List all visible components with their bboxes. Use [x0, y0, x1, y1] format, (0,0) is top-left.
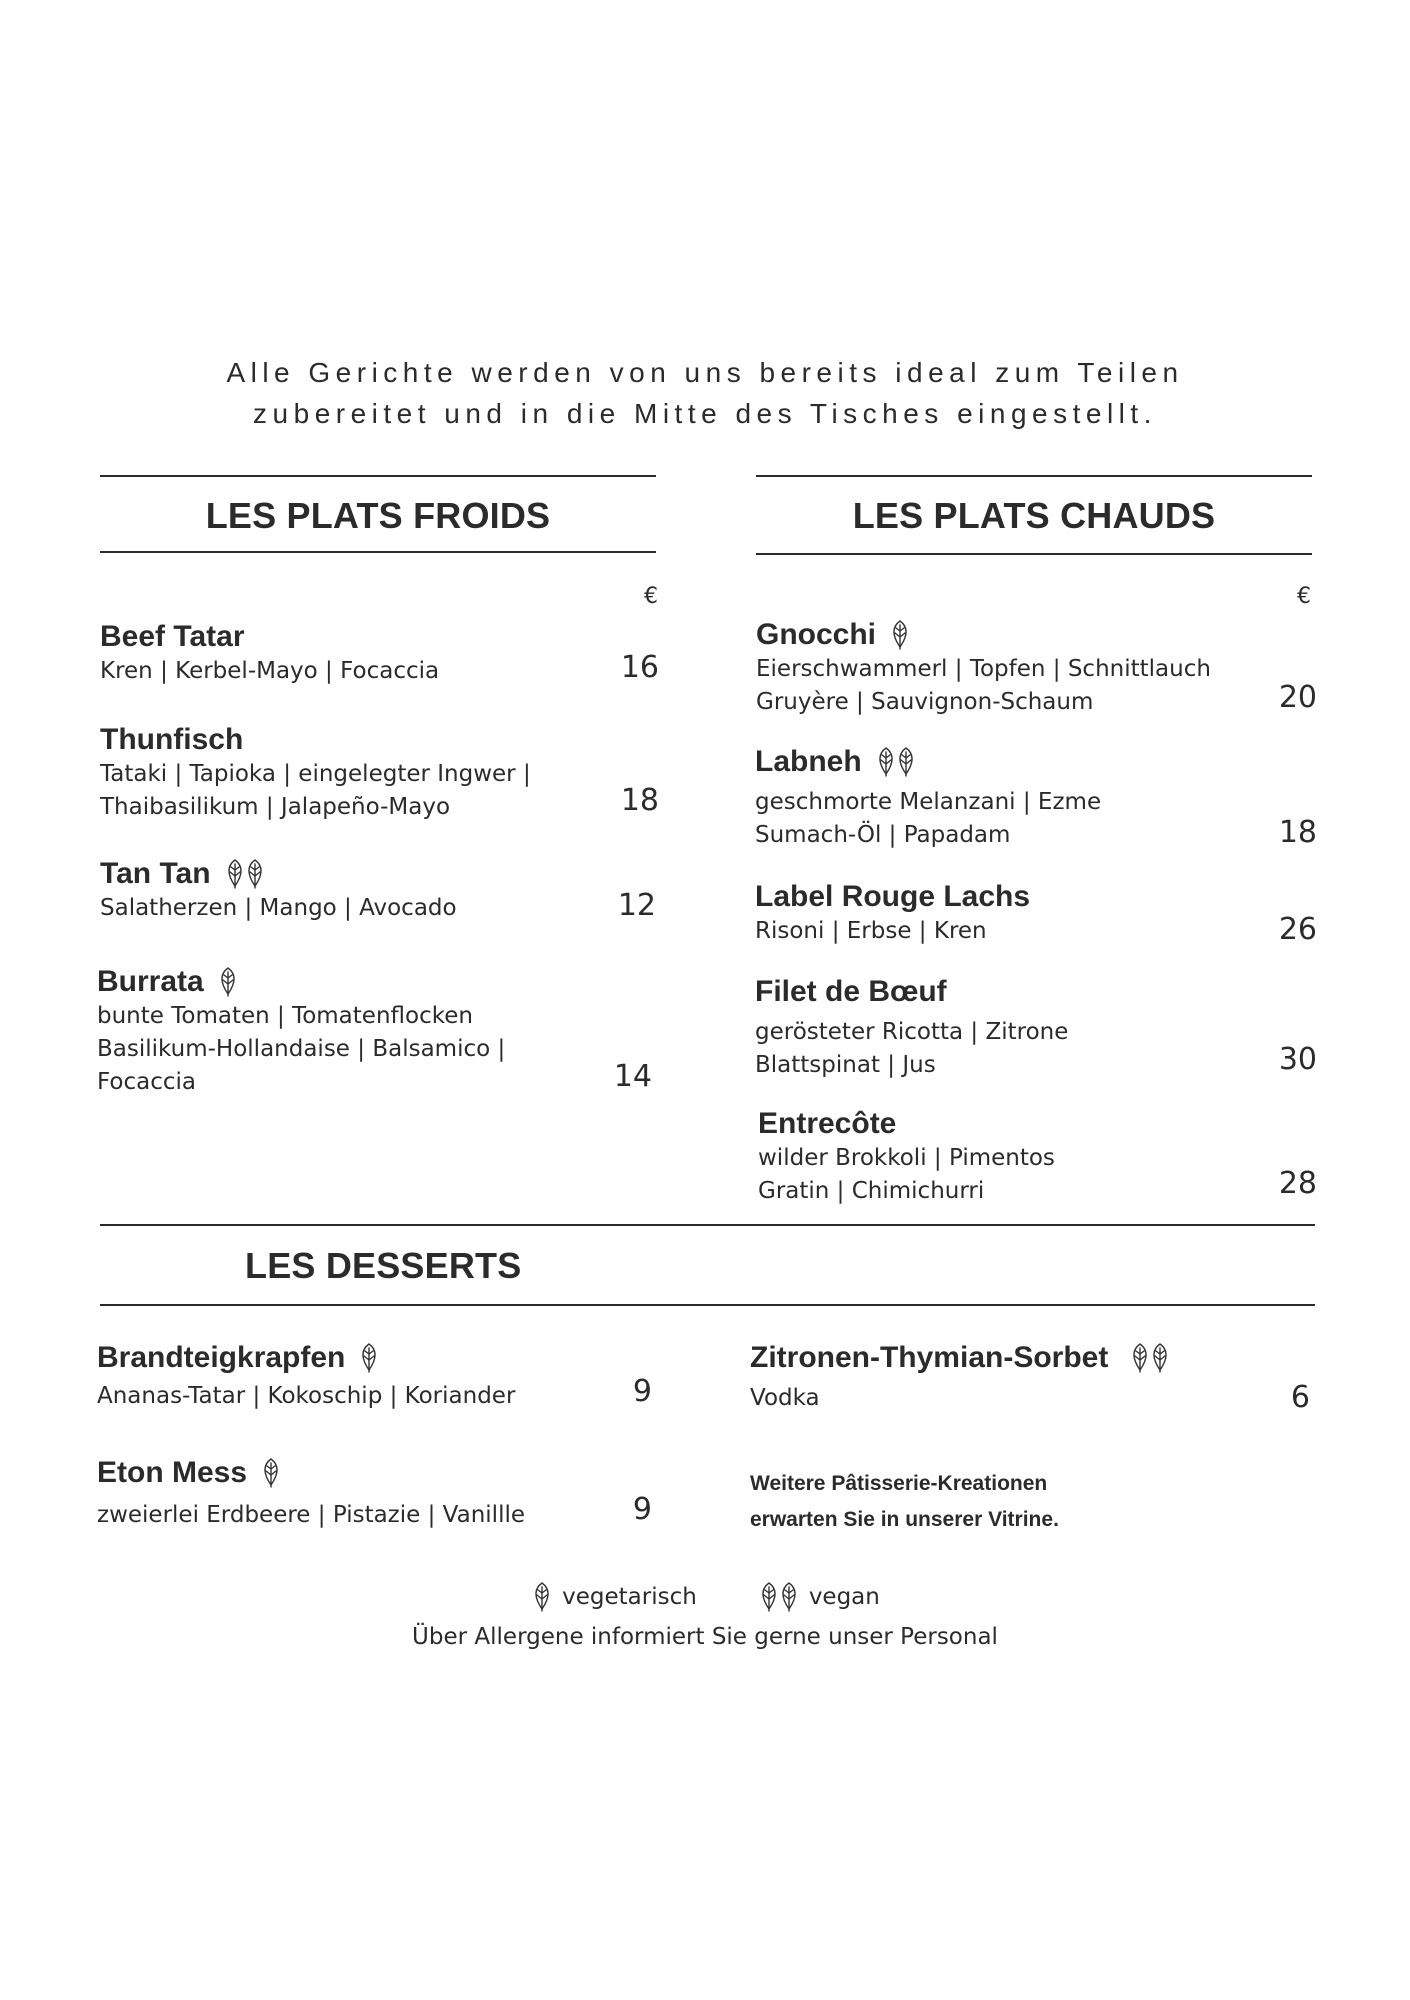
- currency-label: €: [644, 584, 658, 609]
- menu-item: [755, 879, 1030, 948]
- item-description: Blattspinat | Jus: [755, 1052, 936, 1078]
- menu-item: [756, 617, 1211, 719]
- item-description: Eierschwammerl | Topfen | Schnittlauch: [756, 656, 1211, 682]
- allergen-note: Über Allergene informiert Sie gerne unser Personal: [412, 1624, 998, 1650]
- double-leaf-icon: [757, 1582, 801, 1612]
- item-name: Labneh: [755, 744, 1101, 780]
- item-description: Gruyère | Sauvignon-Schaum: [756, 689, 1094, 715]
- item-description: Ananas-Tatar | Kokoschip | Koriander: [97, 1383, 516, 1409]
- patisserie-note: [750, 1466, 1059, 1538]
- menu-item: [100, 722, 531, 824]
- item-name: Burrata: [97, 964, 505, 1000]
- item-description: Gratin | Chimichurri: [758, 1178, 985, 1204]
- double-leaf-icon: [874, 747, 918, 777]
- item-name: Beef Tatar: [100, 620, 245, 653]
- item-name: Brandteigkrapfen: [97, 1340, 515, 1376]
- item-description: bunte Tomaten | Tomatenflocken: [97, 1003, 473, 1029]
- leaf-icon: [216, 967, 240, 997]
- menu-item: [755, 744, 1101, 852]
- item-price: 18: [1278, 815, 1317, 850]
- currency-label: €: [1297, 584, 1311, 609]
- item-price: 6: [1290, 1380, 1310, 1415]
- item-price: 28: [1278, 1166, 1317, 1201]
- divider-line: [756, 553, 1312, 555]
- item-price: 20: [1278, 680, 1317, 715]
- item-name: Tan Tan: [100, 856, 457, 892]
- item-name: Label Rouge Lachs: [755, 880, 1031, 913]
- menu-item: [97, 964, 505, 1099]
- item-price: 12: [617, 888, 656, 923]
- double-leaf-icon: [223, 859, 267, 889]
- item-name: Eton Mess: [97, 1455, 525, 1491]
- item-description: gerösteter Ricotta | Zitrone: [755, 1019, 1069, 1045]
- item-name: Entrecôte: [758, 1107, 897, 1140]
- section-title-cold: LES PLATS FROIDS: [205, 495, 551, 536]
- section-title-desserts: LES DESSERTS: [245, 1245, 522, 1286]
- item-description: Salatherzen | Mango | Avocado: [100, 895, 457, 921]
- item-description: Sumach-Öl | Papadam: [755, 822, 1011, 848]
- legend-vegan-label: vegan: [808, 1584, 880, 1610]
- item-description: Risoni | Erbse | Kren: [755, 918, 987, 944]
- intro-line-2: zubereitet und in die Mitte des Tisches eingestellt.: [253, 398, 1157, 429]
- item-description: Thaibasilikum | Jalapeño-Mayo: [100, 794, 451, 820]
- legend-vegan: [757, 1582, 880, 1612]
- item-price: 9: [632, 1492, 652, 1527]
- item-name: Thunfisch: [100, 723, 244, 756]
- leaf-icon: [530, 1582, 554, 1612]
- menu-item: [97, 1455, 525, 1532]
- divider-line: [100, 475, 656, 477]
- item-description: zweierlei Erdbeere | Pistazie | Vanillle: [97, 1502, 525, 1528]
- divider-line: [756, 475, 1312, 477]
- menu-item: [758, 1106, 1055, 1208]
- item-price: 30: [1278, 1042, 1317, 1077]
- item-description: Basilikum-Hollandaise | Balsamico |: [97, 1036, 506, 1062]
- note-line-1: Weitere Pâtisserie-Kreationen: [750, 1472, 1048, 1495]
- item-description: wilder Brokkoli | Pimentos: [758, 1145, 1055, 1171]
- item-price: 26: [1278, 912, 1317, 947]
- diet-legend: [0, 1582, 1410, 1612]
- item-description: Focaccia: [97, 1069, 196, 1095]
- menu-item: [755, 974, 1068, 1082]
- divider-line: [100, 1224, 1315, 1226]
- leaf-icon: [357, 1343, 381, 1373]
- menu-item: [750, 1340, 1172, 1415]
- double-leaf-icon: [1128, 1343, 1172, 1373]
- item-price: 14: [613, 1059, 652, 1094]
- item-name: Filet de Bœuf: [755, 975, 947, 1008]
- divider-line: [100, 551, 656, 553]
- item-name: Zitronen-Thymian-Sorbet: [750, 1340, 1172, 1376]
- item-name: Gnocchi: [756, 617, 1211, 653]
- leaf-icon: [259, 1458, 283, 1488]
- item-price: 18: [620, 783, 659, 818]
- note-line-2: erwarten Sie in unserer Vitrine.: [750, 1508, 1059, 1531]
- item-description: Vodka: [750, 1385, 820, 1411]
- item-price: 16: [620, 650, 659, 685]
- legend-vegetarian: [530, 1582, 697, 1612]
- section-title-warm: LES PLATS CHAUDS: [852, 495, 1216, 536]
- leaf-icon: [888, 620, 912, 650]
- intro-text: [150, 352, 1260, 434]
- item-description: Tataki | Tapioka | eingelegter Ingwer |: [100, 761, 531, 787]
- legend-vegetarian-label: vegetarisch: [562, 1584, 697, 1610]
- menu-item: [100, 856, 457, 925]
- menu-item: [97, 1340, 515, 1413]
- divider-line: [100, 1304, 1315, 1306]
- item-price: 9: [632, 1374, 652, 1409]
- item-description: Kren | Kerbel-Mayo | Focaccia: [100, 658, 440, 684]
- item-description: geschmorte Melanzani | Ezme: [755, 789, 1102, 815]
- intro-line-1: Alle Gerichte werden von uns bereits ideal zum Teilen: [226, 357, 1184, 388]
- menu-item: [100, 619, 439, 688]
